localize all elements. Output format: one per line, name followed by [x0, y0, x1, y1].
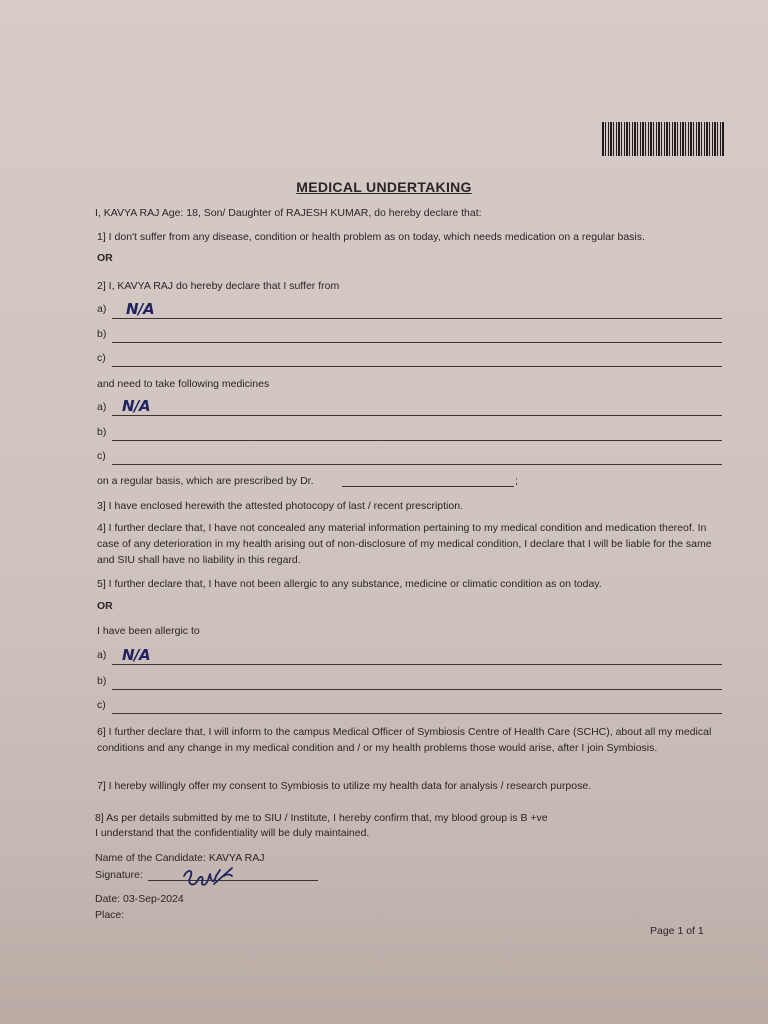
- allergy-line-c: [112, 713, 722, 714]
- medicine-line-c: [112, 464, 722, 465]
- medicine-a-handwritten: N/A: [122, 397, 151, 415]
- item-2-text: 2] I, KAVYA RAJ do hereby declare that I suffer from: [97, 280, 340, 292]
- signature-label: Signature:: [95, 869, 143, 881]
- item-4-text: 4] I further declare that, I have not concealed any material information pertaining to my medical condition and medication thereof. In case of any deterioration in my health arising out of non-disclosure of my medical condition, I declare that I will be liable for the same and SIU shall have no liability in this regard.: [97, 522, 712, 566]
- medicine-line-c-label: c): [97, 450, 106, 462]
- allergy-a-handwritten: N/A: [122, 646, 151, 664]
- item-8-line-1: 8] As per details submitted by me to SIU / Institute, I hereby confirm that, my blood group is B +ve: [95, 812, 548, 824]
- medicine-line-a: [112, 415, 722, 416]
- disease-line-c-label: c): [97, 352, 106, 364]
- medicines-label: and need to take following medicines: [97, 378, 270, 390]
- intro-text: I, KAVYA RAJ Age: 18, Son/ Daughter of RAJESH KUMAR, do hereby declare that:: [95, 207, 482, 219]
- item-5-text: 5] I further declare that, I have not been allergic to any substance, medicine or climatic condition as on today.: [97, 578, 602, 590]
- allergy-line-a: [112, 664, 722, 665]
- prescribed-by-text: on a regular basis, which are prescribed by Dr.: [97, 475, 314, 487]
- or-label-2: OR: [97, 600, 113, 612]
- medicine-line-b: [112, 440, 722, 441]
- allergic-label: I have been allergic to: [97, 625, 200, 637]
- disease-line-c: [112, 366, 722, 367]
- item-8-line-2: I understand that the confidentiality will be duly maintained.: [95, 827, 370, 839]
- barcode: [602, 122, 724, 156]
- item-7-text: 7] I hereby willingly offer my consent to Symbiosis to utilize my health data for analysis / research purpose.: [97, 780, 592, 792]
- page-number: Page 1 of 1: [650, 925, 704, 937]
- medicine-line-b-label: b): [97, 426, 107, 438]
- prescribed-end-mark: ;: [515, 475, 518, 487]
- item-3-text: 3] I have enclosed herewith the attested photocopy of last / recent prescription.: [97, 500, 463, 512]
- document-title: MEDICAL UNDERTAKING: [296, 179, 472, 195]
- candidate-name: Name of the Candidate: KAVYA RAJ: [95, 852, 265, 864]
- item-6-text: 6] I further declare that, I will inform to the campus Medical Officer of Symbiosis Centre of Health Care (SCHC), about all my medical conditions and any change in my medical condition and / or my health problems those would arise, after I join Symbiosis.: [97, 726, 712, 754]
- disease-line-a-label: a): [97, 303, 107, 315]
- allergy-line-b-label: b): [97, 675, 107, 687]
- item-1-text: 1] I don't suffer from any disease, condition or health problem as on today, which needs medication on a regular basis.: [97, 231, 645, 243]
- handwritten-signature: [180, 862, 236, 896]
- disease-line-b: [112, 342, 722, 343]
- medicine-line-a-label: a): [97, 401, 107, 413]
- allergy-line-c-label: c): [97, 699, 106, 711]
- place-label: Place:: [95, 909, 125, 921]
- disease-line-b-label: b): [97, 328, 107, 340]
- disease-line-a: [112, 318, 722, 319]
- or-label-1: OR: [97, 252, 113, 264]
- allergy-line-a-label: a): [97, 649, 107, 661]
- doctor-name-line: [342, 486, 514, 487]
- allergy-line-b: [112, 689, 722, 690]
- disease-a-handwritten: N/A: [126, 300, 155, 318]
- date-text: Date: 03-Sep-2024: [95, 893, 184, 905]
